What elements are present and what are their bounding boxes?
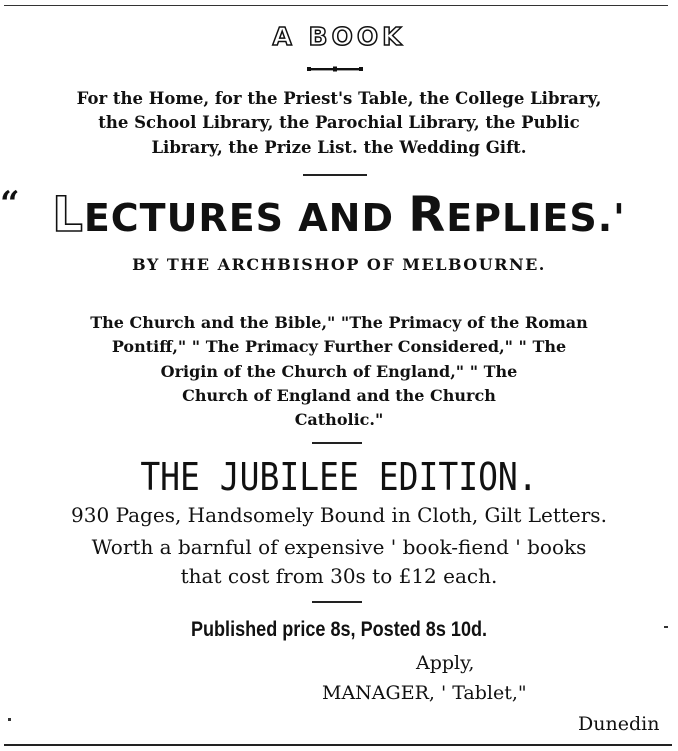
top-border-rule [4, 5, 668, 6]
title-initial: L [52, 187, 84, 243]
section-divider [312, 601, 362, 603]
intro-line: Library, the Prize List. the Wedding Gift. [151, 138, 527, 157]
bottom-border-rule [4, 744, 672, 746]
author-byline: BY THE ARCHBISHOP OF MELBOURNE. [132, 255, 546, 274]
ornament-divider-icon [307, 66, 363, 72]
contents-line: Origin of the Church of England," " The [160, 362, 518, 381]
contents-line: Catholic." [294, 410, 384, 429]
section-divider [312, 442, 362, 444]
intro-line: the School Library, the Parochial Library, the Public [98, 113, 580, 132]
contents-line: The Church and the Bible," "The Primacy of the Roman [90, 313, 588, 332]
open-quote: “ [0, 184, 20, 224]
section-divider [303, 174, 367, 176]
title-capital: R [408, 187, 447, 243]
price-line: Published price 8s, Posted 8s 10d. [190, 618, 488, 641]
city-name: Dunedin [578, 713, 660, 735]
apply-label: Apply, [416, 652, 475, 674]
title-part: ECTURES AND [83, 196, 409, 240]
contents-line: Church of England and the Church [182, 386, 496, 405]
book-heading: A BOOK [272, 22, 406, 51]
manager-address: MANAGER, ' Tablet," [322, 682, 527, 704]
contents-line: Pontiff," " The Primacy Further Considered," " The [111, 337, 567, 356]
edition-detail: that cost from 30s to £12 each. [180, 564, 498, 588]
title-part: EPLIES.' [446, 196, 626, 240]
print-speck [664, 626, 668, 628]
edition-title: THE JUBILEE EDITION. [140, 454, 538, 500]
edition-detail: Worth a barnful of expensive ' book-fiend ' books [91, 535, 587, 559]
print-speck [8, 718, 11, 721]
intro-line: For the Home, for the Priest's Table, the College Library, [76, 89, 602, 108]
edition-detail: 930 Pages, Handsomely Bound in Cloth, Gilt Letters. [71, 503, 607, 527]
book-title [0, 187, 678, 243]
